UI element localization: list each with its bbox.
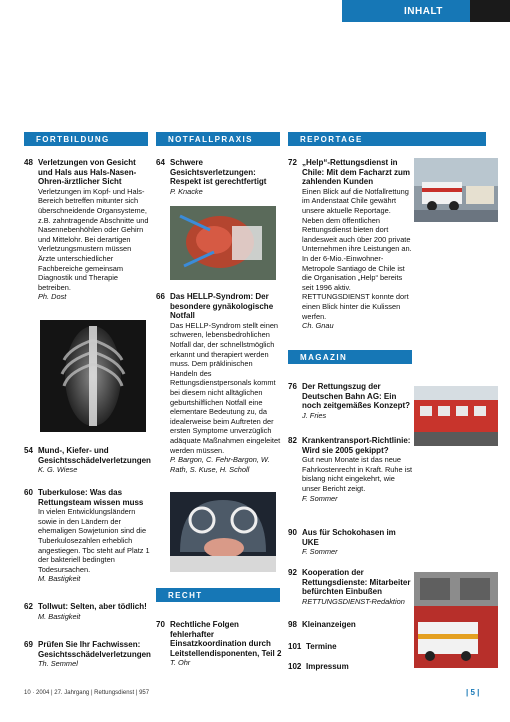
entry-author: Ph. Dost bbox=[38, 292, 67, 302]
chile-ambulance-photo bbox=[414, 158, 498, 222]
toc-entry-90[interactable]: 90 Aus für Schokohasen im UKE F. Sommer bbox=[288, 528, 396, 557]
toc-entry-48[interactable]: 48 Verletzungen von Gesicht und Hals aus Hals-Nasen-Ohren-ärztlicher Sicht Verletzungen im Kopf- und Hals-Bereich betreffen mitunter sich überschneidende Organsysteme, z.B. zahntragende Abschnitte und Nasennebenhöhlen oder Gehirn und Mittelohr. Bei derartigen Verletzungsmustern müssen Ärzte unterschiedlicher Fachbereiche gemeinsam Diagnostik und Therapie betreiben. Ph. Dost bbox=[24, 158, 149, 302]
entry-title: Verletzungen von Gesicht und Hals aus Hals-Nasen-Ohren-ärztlicher Sicht bbox=[38, 158, 137, 187]
section-header-fortbildung: FORTBILDUNG bbox=[24, 132, 148, 146]
toc-entry-92[interactable]: 92 Kooperation der Rettungsdienste: Mitarbeiter befürchten Einbußen RETTUNGSDIENST-Redaktion bbox=[288, 568, 411, 606]
section-header-notfallpraxis: NOTFALLPRAXIS bbox=[156, 132, 280, 146]
toc-entry-54[interactable]: 54 Mund-, Kiefer- und Gesichtsschädelverletzungen K. G. Wiese bbox=[24, 446, 151, 475]
toc-entry-72[interactable]: 72 „Help“-Rettungsdienst in Chile: Mit dem Facharzt zum zahlenden Kunden Einen Blick auf die Notfallrettung im Andenstaat Chile gewährt unsere aktuelle Reportage. Neben dem öffentlichen Rettungsdienst bieten dort landesweit auch über 200 private Unternehmen ihre Leistungen an. In der 6-Mio.-Einwohner-Metropole Santiago de Chile ist die Organisation „Help“ bereits seit 1996 aktiv. RETTUNGSDIENST konnte dort einen Blick hinter die Kulissen werfen. Ch. Gnau bbox=[288, 158, 412, 331]
face-injury-photo bbox=[170, 206, 276, 280]
header-dark-block bbox=[470, 0, 510, 22]
toc-entry-101[interactable]: 101 Termine bbox=[288, 642, 337, 651]
toc-entry-76[interactable]: 76 Der Rettungszug der Deutschen Bahn AG: Ein noch zeitgemäßes Konzept? J. Fries bbox=[288, 382, 411, 420]
xray-image bbox=[40, 320, 146, 432]
footer-issue-info: 10 · 2004 | 27. Jahrgang | Rettungsdienst | 957 bbox=[24, 690, 150, 696]
toc-entry-70[interactable]: 70 Rechtliche Folgen fehlerhafter Einsatzkoordination durch Leitstellendisponenten, Teil 2 T. Ohr bbox=[156, 620, 282, 668]
toc-entry-82[interactable]: 82 Krankentransport-Richtlinie: Wird sie 2005 gekippt? Gut neun Monate ist das neue Fahrkostenrecht in Kraft. Ruhe ist bislang nicht eingekehrt, wie unser Bericht zeigt. F. Sommer bbox=[288, 436, 413, 503]
toc-entry-64[interactable]: 64 Schwere Gesichtsverletzungen: Respekt ist gerechtfertigt P. Knacke bbox=[156, 158, 267, 196]
page-number: | 5 | bbox=[466, 688, 480, 697]
tab-label: INHALT bbox=[404, 6, 443, 17]
toc-entry-62[interactable]: 62 Tollwut: Selten, aber tödlich! M. Bastigkeit bbox=[24, 602, 147, 621]
ambulance-garage-photo bbox=[414, 572, 498, 668]
toc-entry-102[interactable]: 102 Impressum bbox=[288, 662, 349, 671]
section-header-recht: RECHT bbox=[156, 588, 280, 602]
toc-entry-66[interactable]: 66 Das HELLP-Syndrom: Der besondere gynäkologische Notfall Das HELLP-Syndrom stellt einen schweren, lebensbedrohlichen Notfall dar, der schnellstmöglich erkannt und therapiert werden muss. Dem präklinischen Handeln des Rettungsdienstpersonals kommt bei diesem nicht alltäglichen geburtshilflichen Notfall eine elementare Bedeutung zu, da idealerweise beim Auftreten der ersten Symptome unverzüglich adäquate Maßnahmen eingeleitet werden müssen. P. Bargon, C. Fehr-Bargon, W. Rath, S. Kuse, H. Scholl bbox=[156, 292, 281, 474]
toc-entry-69[interactable]: 69 Prüfen Sie Ihr Fachwissen: Gesichtsschädelverletzungen Th. Semmel bbox=[24, 640, 151, 669]
toc-entry-98[interactable]: 98 Kleinanzeigen bbox=[288, 620, 356, 629]
entry-summary: Verletzungen im Kopf- und Hals-Bereich betreffen mitunter sich überschneidende Organsysteme, z.B. zahntragende Abschnitte und Nasennebenhöhlen oder Gehirn und Mittelohr. Bei derartigen Verletzungsmustern müssen Ärzte unterschiedlicher Fachbereiche gemeinsam Diagnostik und Therapie betreiben. bbox=[38, 186, 149, 292]
section-header-reportage: REPORTAGE bbox=[288, 132, 486, 146]
newborn-incubator-photo bbox=[170, 492, 276, 572]
rescue-train-photo bbox=[414, 386, 498, 446]
toc-entry-60[interactable]: 60 Tuberkulose: Was das Rettungsteam wissen muss In vielen Entwicklungsländern sowie in den Ländern der ehemaligen Sowjetunion sind die Tuberkulosezahlen erheblich angestiegen. Tbc steht auf Platz 1 der bakteriell bedingten Todesursachen. M. Bastigkeit bbox=[24, 488, 150, 584]
section-header-magazin: MAGAZIN bbox=[288, 350, 412, 364]
